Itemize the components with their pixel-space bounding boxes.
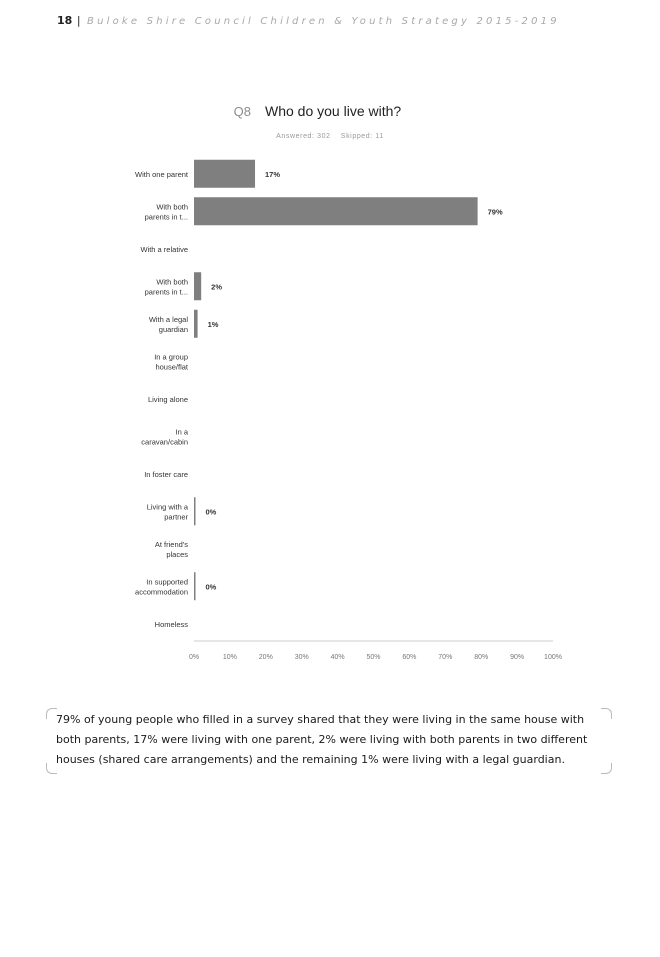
chart-caption — [48, 708, 610, 772]
category-label: In foster care — [144, 469, 188, 479]
bar — [194, 272, 201, 300]
x-tick-label: 30% — [294, 654, 309, 661]
x-tick-label: 50% — [366, 654, 381, 661]
caption-corner — [46, 708, 57, 719]
bar — [194, 160, 255, 188]
page-number: 18 — [57, 14, 73, 27]
chart-title: Who do you live with? — [265, 103, 402, 119]
chart-bars — [135, 160, 503, 629]
chart-subtitle: Answered: 302 Skipped: 11 — [276, 133, 384, 140]
caption-corner — [46, 763, 57, 774]
category-label: Living alone — [147, 394, 188, 404]
x-tick-label: 90% — [510, 654, 525, 661]
category-label: Homeless — [154, 619, 188, 629]
bar-value-label: 0% — [205, 507, 217, 517]
category-label: At friend's places — [154, 539, 188, 559]
bar — [194, 572, 196, 600]
x-tick-label: 70% — [438, 654, 453, 661]
category-label: With both parents in t... — [144, 202, 188, 222]
caption-corner — [601, 763, 612, 774]
bar — [194, 497, 196, 525]
bar-value-label: 1% — [207, 319, 219, 329]
category-label: In a caravan/cabin — [141, 427, 188, 447]
header-separator: | — [76, 14, 81, 27]
bar-value-label: 17% — [265, 169, 281, 179]
bar-value-label: 2% — [211, 282, 223, 292]
category-label: Living with a partner — [146, 502, 188, 522]
category-label: In a group house/flat — [154, 352, 188, 372]
category-label: In supported accommodation — [135, 577, 188, 597]
chart-question-number: Q8 — [233, 104, 251, 119]
caption-corner — [601, 708, 612, 719]
bar — [194, 197, 478, 225]
x-tick-label: 100% — [544, 654, 562, 661]
x-tick-label: 80% — [474, 654, 489, 661]
caption-text: 79% of young people who filled in a survey shared that they were living in the same house with both parents, 17% were living with one parent, 2% were living with both parents in two different houses (shared care arrangements) and the remaining 1% were living with a legal guardian. — [56, 713, 588, 766]
category-label: With one parent — [135, 169, 188, 179]
x-tick-label: 40% — [330, 654, 345, 661]
x-tick-label: 20% — [258, 654, 273, 661]
bar-value-label: 79% — [487, 207, 503, 217]
x-tick-label: 60% — [402, 654, 417, 661]
category-label: With a legal guardian — [148, 314, 188, 334]
bar-value-label: 0% — [205, 582, 217, 592]
x-tick-label: 0% — [188, 654, 200, 661]
category-label: With both parents in t... — [144, 277, 188, 297]
document-title: Buloke Shire Council Children & Youth Strategy 2015-2019 — [87, 16, 560, 27]
category-label: With a relative — [140, 244, 188, 254]
bar — [194, 310, 198, 338]
x-tick-label: 10% — [222, 654, 237, 661]
